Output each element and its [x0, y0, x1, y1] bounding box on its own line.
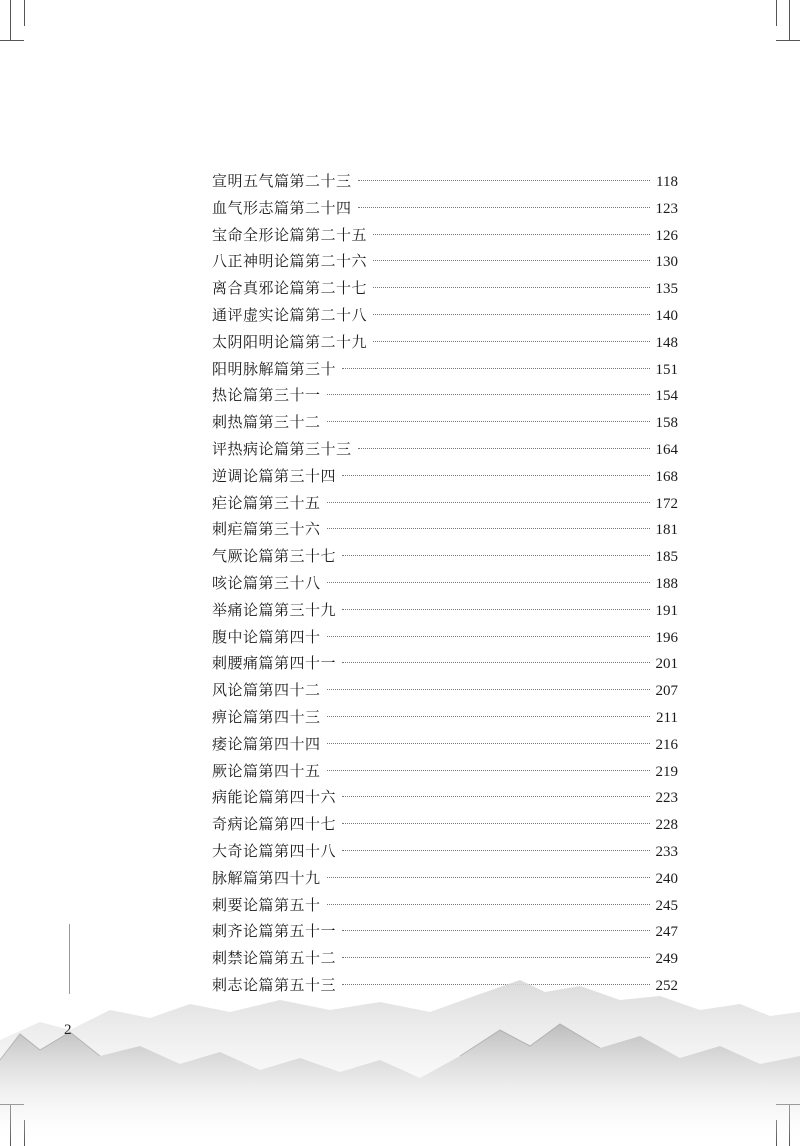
toc-entry-page-number: 207 [655, 683, 678, 700]
toc-entry[interactable] [212, 704, 678, 731]
toc-dot-leader [342, 957, 649, 958]
toc-dot-leader [342, 368, 649, 369]
toc-entry-page-number: 196 [655, 629, 678, 646]
toc-entry-page-number: 249 [655, 951, 678, 968]
toc-entry-title: 脉解篇第四十九 [212, 868, 321, 887]
toc-entry-title: 刺疟篇第三十六 [212, 520, 321, 539]
toc-entry-page-number: 123 [655, 200, 678, 217]
toc-entry-title: 举痛论篇第三十九 [212, 600, 337, 619]
table-of-contents [212, 168, 678, 999]
toc-dot-leader [327, 877, 650, 878]
toc-entry-page-number: 118 [656, 174, 678, 190]
toc-dot-leader [327, 502, 650, 503]
toc-entry-title: 刺志论篇第五十三 [212, 975, 337, 994]
crop-mark-top-left-v [10, 0, 11, 40]
toc-entry-title: 痹论篇第四十三 [212, 707, 321, 726]
toc-entry-title: 宣明五气篇第二十三 [212, 172, 352, 190]
toc-entry[interactable] [212, 597, 678, 624]
toc-dot-leader [358, 180, 651, 181]
toc-entry-page-number: 151 [655, 361, 678, 378]
toc-entry[interactable] [212, 409, 678, 436]
toc-dot-leader [327, 528, 650, 529]
toc-entry[interactable] [212, 463, 678, 490]
toc-dot-leader [327, 636, 650, 637]
toc-entry-title: 风论篇第四十二 [212, 681, 321, 700]
toc-entry-page-number: 181 [655, 522, 678, 539]
toc-dot-leader [373, 260, 649, 261]
toc-entry[interactable] [212, 918, 678, 945]
toc-dot-leader [373, 341, 649, 342]
toc-entry[interactable] [212, 382, 678, 409]
toc-entry-page-number: 140 [655, 307, 678, 324]
toc-dot-leader [342, 850, 649, 851]
toc-entry-page-number: 164 [655, 441, 678, 458]
toc-entry-title: 腹中论篇第四十 [212, 627, 321, 646]
toc-entry-title: 逆调论篇第三十四 [212, 466, 337, 485]
toc-entry-page-number: 211 [656, 709, 678, 726]
toc-dot-leader [373, 287, 649, 288]
toc-entry-page-number: 233 [655, 843, 678, 860]
toc-dot-leader [327, 394, 650, 395]
toc-entry-page-number: 201 [655, 656, 678, 673]
toc-dot-leader [342, 662, 649, 663]
toc-entry-page-number: 130 [655, 254, 678, 271]
toc-entry-title: 刺腰痛篇第四十一 [212, 654, 337, 673]
toc-entry-page-number: 228 [655, 817, 678, 834]
toc-entry[interactable] [212, 356, 678, 383]
toc-dot-leader [327, 716, 651, 717]
toc-entry[interactable] [212, 570, 678, 597]
toc-dot-leader [327, 689, 650, 690]
crop-mark-top-right-v [789, 0, 790, 40]
toc-entry[interactable] [212, 731, 678, 758]
toc-entry-title: 刺热篇第三十二 [212, 413, 321, 432]
toc-entry-page-number: 154 [655, 388, 678, 405]
toc-dot-leader [373, 234, 649, 235]
toc-entry[interactable] [212, 758, 678, 785]
toc-entry-title: 疟论篇第三十五 [212, 493, 321, 512]
toc-entry-title: 大奇论篇第四十八 [212, 841, 337, 860]
toc-entry[interactable] [212, 677, 678, 704]
toc-entry-title: 刺齐论篇第五十一 [212, 922, 337, 941]
toc-entry-page-number: 191 [655, 602, 678, 619]
toc-entry-title: 评热病论篇第三十三 [212, 439, 352, 458]
toc-entry-title: 病能论篇第四十六 [212, 788, 337, 807]
toc-entry[interactable] [212, 275, 678, 302]
toc-dot-leader [342, 823, 649, 824]
toc-dot-leader [342, 609, 649, 610]
toc-dot-leader [327, 904, 650, 905]
crop-mark-top-right-v2 [776, 0, 777, 26]
toc-entry[interactable] [212, 222, 678, 249]
toc-entry-title: 咳论篇第三十八 [212, 573, 321, 592]
toc-dot-leader [358, 448, 650, 449]
toc-entry-title: 阳明脉解篇第三十 [212, 359, 337, 378]
toc-dot-leader [327, 421, 650, 422]
mountain-landscape-illustration [0, 960, 800, 1146]
toc-entry-title: 离合真邪论篇第二十七 [212, 279, 368, 298]
toc-entry-page-number: 216 [655, 736, 678, 753]
toc-entry-page-number: 148 [655, 334, 678, 351]
toc-dot-leader [373, 314, 649, 315]
toc-entry-title: 刺要论篇第五十 [212, 895, 321, 914]
toc-entry-page-number: 126 [655, 227, 678, 244]
toc-entry-page-number: 219 [655, 763, 678, 780]
toc-entry[interactable] [212, 248, 678, 275]
toc-entry[interactable] [212, 490, 678, 517]
toc-entry-title: 气厥论篇第三十七 [212, 547, 337, 566]
crop-mark-top-left-v2 [24, 0, 25, 26]
toc-entry-page-number: 135 [655, 281, 678, 298]
toc-entry-page-number: 172 [655, 495, 678, 512]
toc-entry-page-number: 240 [655, 870, 678, 887]
page-number: 2 [64, 1022, 72, 1038]
toc-entry-page-number: 168 [655, 468, 678, 485]
toc-entry[interactable] [212, 543, 678, 570]
toc-entry-page-number: 245 [655, 897, 678, 914]
toc-entry[interactable] [212, 624, 678, 651]
toc-entry-page-number: 158 [655, 415, 678, 432]
toc-dot-leader [342, 930, 649, 931]
toc-dot-leader [358, 207, 650, 208]
toc-dot-leader [342, 555, 649, 556]
toc-entry-title: 厥论篇第四十五 [212, 761, 321, 780]
toc-dot-leader [342, 475, 649, 476]
toc-entry-title: 八正神明论篇第二十六 [212, 252, 368, 271]
toc-entry-page-number: 247 [655, 924, 678, 941]
toc-entry-title: 血气形志篇第二十四 [212, 198, 352, 217]
crop-mark-top-left-h [0, 40, 24, 41]
toc-entry-title: 刺禁论篇第五十二 [212, 949, 337, 968]
toc-entry-title: 太阴阳明论篇第二十九 [212, 332, 368, 351]
toc-entry[interactable] [212, 650, 678, 677]
toc-dot-leader [327, 770, 650, 771]
toc-entry[interactable] [212, 892, 678, 919]
toc-entry-page-number: 185 [655, 549, 678, 566]
toc-entry[interactable] [212, 168, 678, 195]
toc-entry-title: 奇病论篇第四十七 [212, 815, 337, 834]
toc-dot-leader [327, 582, 650, 583]
toc-dot-leader [327, 743, 650, 744]
toc-entry[interactable] [212, 516, 678, 543]
toc-entry-page-number: 252 [655, 977, 678, 994]
toc-entry[interactable] [212, 436, 678, 463]
toc-entry-page-number: 188 [655, 575, 678, 592]
toc-entry-title: 热论篇第三十一 [212, 386, 321, 405]
crop-mark-top-right-h [776, 40, 800, 41]
toc-dot-leader [342, 796, 649, 797]
toc-entry[interactable] [212, 302, 678, 329]
toc-entry-title: 通评虚实论篇第二十八 [212, 305, 368, 324]
toc-entry-title: 痿论篇第四十四 [212, 734, 321, 753]
toc-entry-page-number: 223 [655, 790, 678, 807]
toc-entry[interactable] [212, 784, 678, 811]
toc-entry[interactable] [212, 811, 678, 838]
toc-entry[interactable] [212, 838, 678, 865]
toc-entry[interactable] [212, 329, 678, 356]
toc-entry[interactable] [212, 865, 678, 892]
toc-entry-title: 宝命全形论篇第二十五 [212, 225, 368, 244]
toc-entry[interactable] [212, 195, 678, 222]
